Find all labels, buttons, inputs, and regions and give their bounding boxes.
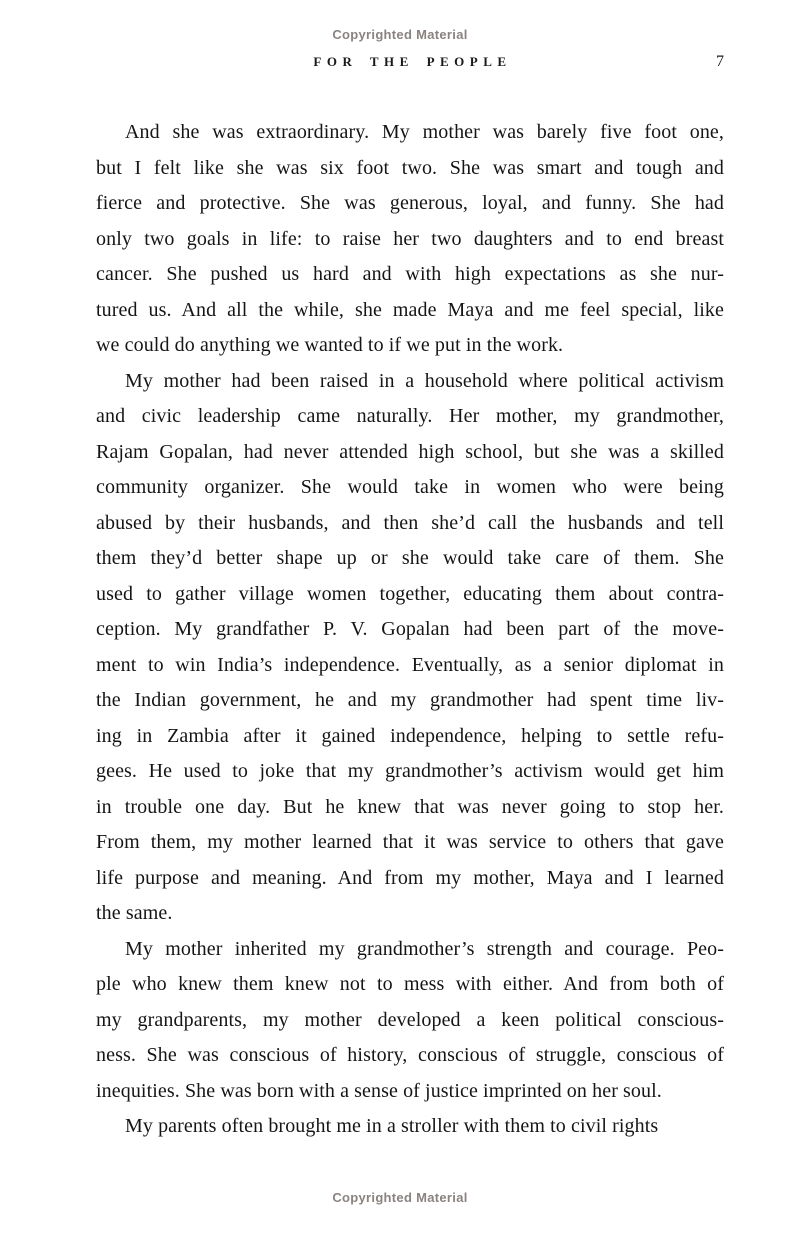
text-line: used to gather village women together, educating them about contra- [96, 582, 724, 605]
text-line: cancer. She pushed us hard and with high expectations as she nur- [96, 263, 724, 285]
text-line: the same. [96, 902, 173, 924]
body-text [96, 115, 724, 1145]
chapter-title: FOR THE PEOPLE [313, 54, 512, 69]
text-line: My mother had been raised in a household where political activism [125, 369, 724, 392]
text-line: ness. She was conscious of history, conscious of struggle, conscious of [96, 1044, 724, 1066]
text-line: them they’d better shape up or she would take care of them. She [96, 547, 724, 569]
text-line: in trouble one day. But he knew that was never going to stop her. [96, 795, 724, 818]
text-line: and civic leadership came naturally. Her mother, my grandmother, [96, 405, 724, 427]
text-line: the Indian government, he and my grandmother had spent time liv- [96, 689, 724, 711]
page-number: 7 [716, 53, 724, 70]
text-line: Rajam Gopalan, had never attended high school, but she was a skilled [96, 440, 724, 463]
text-line: ing in Zambia after it gained independence, helping to settle refu- [96, 724, 724, 747]
text-line: abused by their husbands, and then she’d call the husbands and tell [96, 511, 724, 534]
copyright-notice-top: Copyrighted Material [332, 27, 468, 42]
text-line: From them, my mother learned that it was service to others that gave [96, 831, 724, 853]
text-line: my grandparents, my mother developed a keen political conscious- [96, 1008, 724, 1031]
text-line: ception. My grandfather P. V. Gopalan had been part of the move- [96, 618, 724, 640]
text-line: inequities. She was born with a sense of justice imprinted on her soul. [96, 1079, 662, 1102]
text-line: ple who knew them knew not to mess with either. And from both of [96, 973, 724, 995]
paragraph [96, 115, 724, 364]
text-line: fierce and protective. She was generous, loyal, and funny. She had [96, 192, 724, 214]
copyright-notice-bottom: Copyrighted Material [332, 1190, 468, 1205]
text-line: And she was extraordinary. My mother was barely five foot one, [125, 121, 724, 143]
text-line: gees. He used to joke that my grandmother’s activism would get him [96, 760, 724, 782]
paragraph [96, 1109, 724, 1145]
text-line: ment to win India’s independence. Eventually, as a senior diplomat in [96, 653, 724, 676]
text-line: community organizer. She would take in women who were being [96, 476, 724, 498]
text-line: tured us. And all the while, she made Maya and me feel special, like [96, 298, 724, 321]
text-line: but I felt like she was six foot two. She was smart and tough and [96, 156, 724, 179]
text-line: only two goals in life: to raise her two daughters and to end breast [96, 227, 724, 250]
text-line: My mother inherited my grandmother’s strength and courage. Peo- [125, 937, 724, 960]
text-line: life purpose and meaning. And from my mother, Maya and I learned [96, 866, 724, 889]
text-line: My parents often brought me in a stroller with them to civil rights [125, 1115, 659, 1137]
text-line: we could do anything we wanted to if we put in the work. [96, 334, 564, 356]
running-head [96, 54, 724, 74]
paragraph [96, 932, 724, 1110]
paragraph [96, 364, 724, 932]
